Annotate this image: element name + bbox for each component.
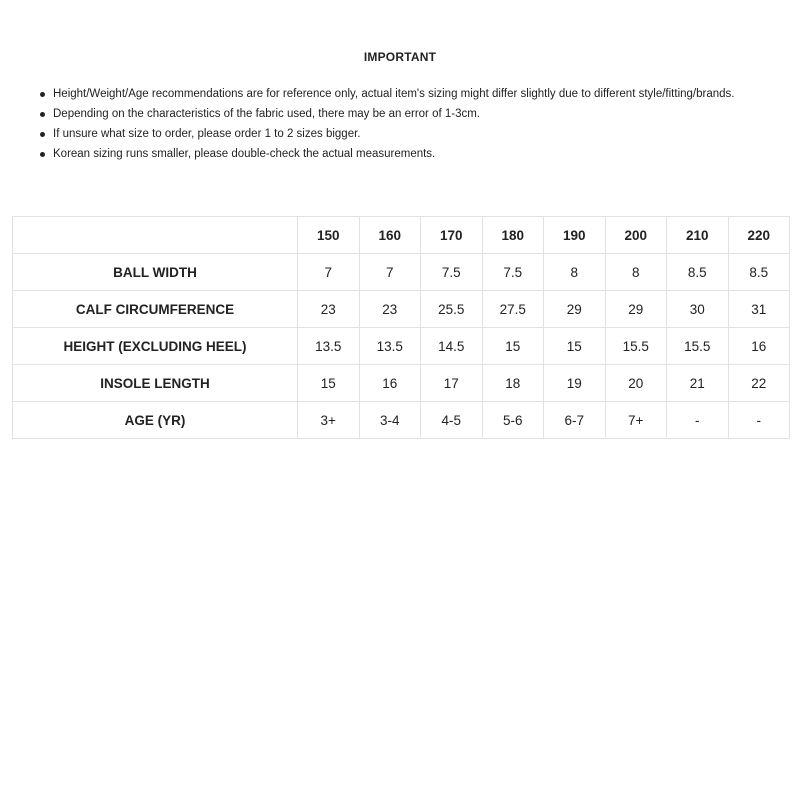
notice-list (36, 84, 756, 164)
table-cell: 14.5 (421, 328, 483, 365)
table-cell: 6-7 (544, 402, 606, 439)
size-header-cell: 190 (544, 217, 606, 254)
table-row (13, 291, 790, 328)
table-cell: 8 (605, 254, 667, 291)
table-cell: 29 (605, 291, 667, 328)
table-cell: 3-4 (359, 402, 421, 439)
table-cell: 7.5 (482, 254, 544, 291)
table-cell: - (667, 402, 729, 439)
notice-item-text: If unsure what size to order, please order 1 to 2 sizes bigger. (53, 128, 361, 140)
table-cell: 23 (359, 291, 421, 328)
table-cell: 18 (482, 365, 544, 402)
table-cell: 15.5 (667, 328, 729, 365)
table-cell: 16 (359, 365, 421, 402)
table-cell: 15 (298, 365, 360, 402)
table-cell: 8.5 (667, 254, 729, 291)
size-header-cell: 200 (605, 217, 667, 254)
bullet-icon (40, 132, 45, 137)
table-cell: 4-5 (421, 402, 483, 439)
bullet-icon (40, 92, 45, 97)
table-header-row (13, 217, 790, 254)
table-cell: 15.5 (605, 328, 667, 365)
table-cell: 22 (728, 365, 790, 402)
notice-item (36, 104, 756, 124)
bullet-icon (40, 112, 45, 117)
size-header-cell: 150 (298, 217, 360, 254)
notice-item (36, 124, 756, 144)
table-cell: 15 (482, 328, 544, 365)
table-cell: 8 (544, 254, 606, 291)
size-chart-table (12, 216, 790, 439)
bullet-icon (40, 152, 45, 157)
table-cell: 25.5 (421, 291, 483, 328)
row-label-cell: INSOLE LENGTH (13, 365, 298, 402)
size-header-cell: 170 (421, 217, 483, 254)
table-cell: 8.5 (728, 254, 790, 291)
table-cell: 19 (544, 365, 606, 402)
header-corner-cell (13, 217, 298, 254)
table-cell: 7 (298, 254, 360, 291)
table-cell: 31 (728, 291, 790, 328)
notice-item-text: Depending on the characteristics of the fabric used, there may be an error of 1-3cm. (53, 108, 480, 120)
table-row (13, 328, 790, 365)
size-header-cell: 180 (482, 217, 544, 254)
table-row (13, 365, 790, 402)
table-cell: 7.5 (421, 254, 483, 291)
size-header-cell: 160 (359, 217, 421, 254)
table-cell: 13.5 (298, 328, 360, 365)
table-cell: 7 (359, 254, 421, 291)
table-cell: 20 (605, 365, 667, 402)
table-cell: 13.5 (359, 328, 421, 365)
table-cell: 3+ (298, 402, 360, 439)
table-cell: 30 (667, 291, 729, 328)
table-cell: - (728, 402, 790, 439)
table-cell: 7+ (605, 402, 667, 439)
table-cell: 29 (544, 291, 606, 328)
row-label-cell: HEIGHT (EXCLUDING HEEL) (13, 328, 298, 365)
notice-title: IMPORTANT (363, 50, 437, 64)
row-label-cell: BALL WIDTH (13, 254, 298, 291)
size-header-cell: 210 (667, 217, 729, 254)
row-label-cell: CALF CIRCUMFERENCE (13, 291, 298, 328)
notice-item (36, 84, 756, 104)
table-row (13, 402, 790, 439)
notice-item-text: Height/Weight/Age recommendations are for reference only, actual item's sizing might differ slightly due to different style/fitting/brands. (53, 88, 735, 100)
table-cell: 5-6 (482, 402, 544, 439)
notice-item (36, 144, 756, 164)
notice-item-text: Korean sizing runs smaller, please double-check the actual measurements. (53, 148, 436, 160)
row-label-cell: AGE (YR) (13, 402, 298, 439)
table-cell: 15 (544, 328, 606, 365)
table-cell: 21 (667, 365, 729, 402)
table-cell: 17 (421, 365, 483, 402)
size-header-cell: 220 (728, 217, 790, 254)
table-cell: 23 (298, 291, 360, 328)
table-cell: 27.5 (482, 291, 544, 328)
table-cell: 16 (728, 328, 790, 365)
table-row (13, 254, 790, 291)
